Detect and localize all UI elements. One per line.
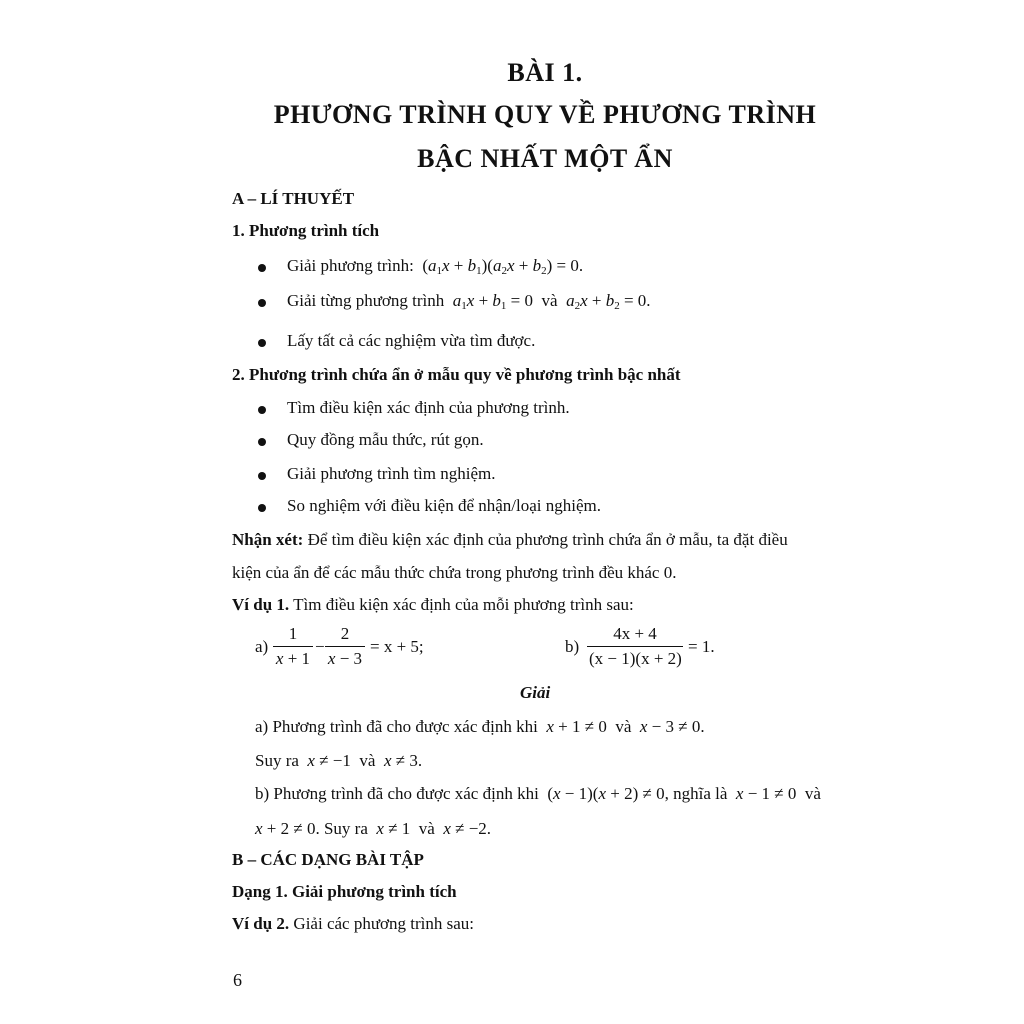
section-b-heading: B – CÁC DẠNG BÀI TẬP [232, 850, 424, 869]
dang-1-heading: Dạng 1. Giải phương trình tích [232, 882, 457, 901]
solution-b-line2 [255, 819, 491, 839]
theory-bullet-5: Quy đồng mẫu thức, rút gọn. [287, 430, 484, 449]
fraction-numerator: 2 [340, 624, 350, 643]
result-x-not-minus-1: x ≠ −1 [307, 751, 356, 770]
lesson-title-line2: BẬC NHẤT MỘT ẨN [417, 144, 673, 173]
subsection-2-heading: 2. Phương trình chứa ẩn ở mẫu quy về phương trình bậc nhất [232, 365, 681, 384]
example-a-label: a) [255, 637, 269, 656]
condition-x-plus-2: x + 2 ≠ 0 [255, 819, 316, 838]
equation-a1: $a_1x + b_1 = 0$ [452, 291, 538, 312]
section-a-heading: A – LÍ THUYẾT [232, 189, 355, 208]
condition-x-plus-1: x + 1 ≠ 0 [546, 717, 612, 736]
example-b-label: b) [565, 637, 580, 656]
example-a-rhs: = x + 5; [370, 637, 424, 656]
fraction-denominator: (x − 1)(x + 2) [587, 646, 683, 669]
theory-bullet-3: Lấy tất cả các nghiệm vừa tìm được. [287, 331, 536, 350]
solution-text: a) Phương trình đã cho được xác định khi [255, 717, 538, 736]
product-equation: $(a_1x + b_1)(a_2x + b_2) = 0$. [418, 256, 584, 277]
and-word: và [804, 784, 821, 803]
result-x-not-minus-2: x ≠ −2. [443, 819, 492, 838]
theory-bullet-1 [287, 256, 583, 277]
fraction-example-b [587, 624, 683, 669]
theory-bullet-4: Tìm điều kiện xác định của phương trình. [287, 398, 570, 417]
and-word: và [541, 291, 558, 310]
solution-b-line1 [255, 784, 821, 804]
result-x-not-3: x ≠ 3. [383, 751, 423, 770]
example-text: Tìm điều kiện xác định của mỗi phương trình sau: [289, 595, 634, 614]
and-word: và [359, 751, 376, 770]
example-label: Ví dụ 1. [232, 595, 290, 614]
example-2-statement [232, 914, 474, 934]
solution-text: , nghĩa là [664, 784, 728, 803]
subsection-1-heading: 1. Phương trình tích [232, 221, 380, 240]
bullet-dot [258, 504, 266, 512]
theory-bullet-6: Giải phương trình tìm nghiệm. [287, 464, 496, 483]
solution-a-line2 [255, 751, 422, 771]
note-label: Nhận xét: [232, 530, 304, 549]
note-paragraph-line2: kiện của ẩn để các mẫu thức chứa trong phương trình đều khác 0. [232, 563, 677, 582]
solution-text: b) Phương trình đã cho được xác định khi [255, 784, 539, 803]
bullet-dot [258, 406, 266, 414]
solution-text: . Suy ra [315, 819, 368, 838]
bullet-dot [258, 339, 266, 347]
condition-x-minus-3: x − 3 ≠ 0. [639, 717, 705, 736]
bullet-dot [258, 299, 266, 307]
fraction-denominator: x − 3 [325, 646, 365, 669]
fraction-numerator: 1 [288, 624, 298, 643]
example-label: Ví dụ 2. [232, 914, 290, 933]
solution-heading: Giải [520, 683, 551, 702]
fraction-2-over-x-minus-3 [325, 624, 365, 669]
bullet-text: Giải phương trình: [287, 256, 414, 275]
bullet-dot [258, 264, 266, 272]
bullet-dot [258, 438, 266, 446]
and-word: và [615, 717, 632, 736]
theory-bullet-2 [287, 291, 651, 312]
fraction-numerator: 4x + 4 [613, 624, 657, 643]
minus-sign: − [315, 637, 325, 656]
bullet-dot [258, 472, 266, 480]
example-text: Giải các phương trình sau: [289, 914, 475, 933]
fraction-1-over-x-plus-1 [273, 624, 313, 669]
solution-text: Suy ra [255, 751, 299, 770]
and-word: và [418, 819, 435, 838]
lesson-number: BÀI 1. [507, 58, 583, 87]
solution-a-line1 [255, 717, 705, 737]
example-b-rhs: = 1. [688, 637, 715, 656]
theory-bullet-7: So nghiệm với điều kiện để nhận/loại nghiệm. [287, 496, 601, 515]
example-1-statement [232, 595, 634, 615]
bullet-text: Giải từng phương trình [287, 291, 445, 310]
fraction-denominator: x + 1 [273, 646, 313, 669]
note-paragraph-line1 [232, 530, 788, 550]
lesson-title-line1: PHƯƠNG TRÌNH QUY VỀ PHƯƠNG TRÌNH [273, 100, 817, 129]
result-x-not-1: x ≠ 1 [376, 819, 415, 838]
condition-product: (x − 1)(x + 2) ≠ 0 [543, 784, 665, 803]
equation-a2: $a_2x + b_2 = 0$. [566, 291, 651, 312]
page-number: 6 [233, 970, 242, 990]
condition-x-minus-1: x − 1 ≠ 0 [735, 784, 801, 803]
note-text: Để tìm điều kiện xác định của phương trình chứa ẩn ở mẫu, ta đặt điều [303, 530, 788, 549]
